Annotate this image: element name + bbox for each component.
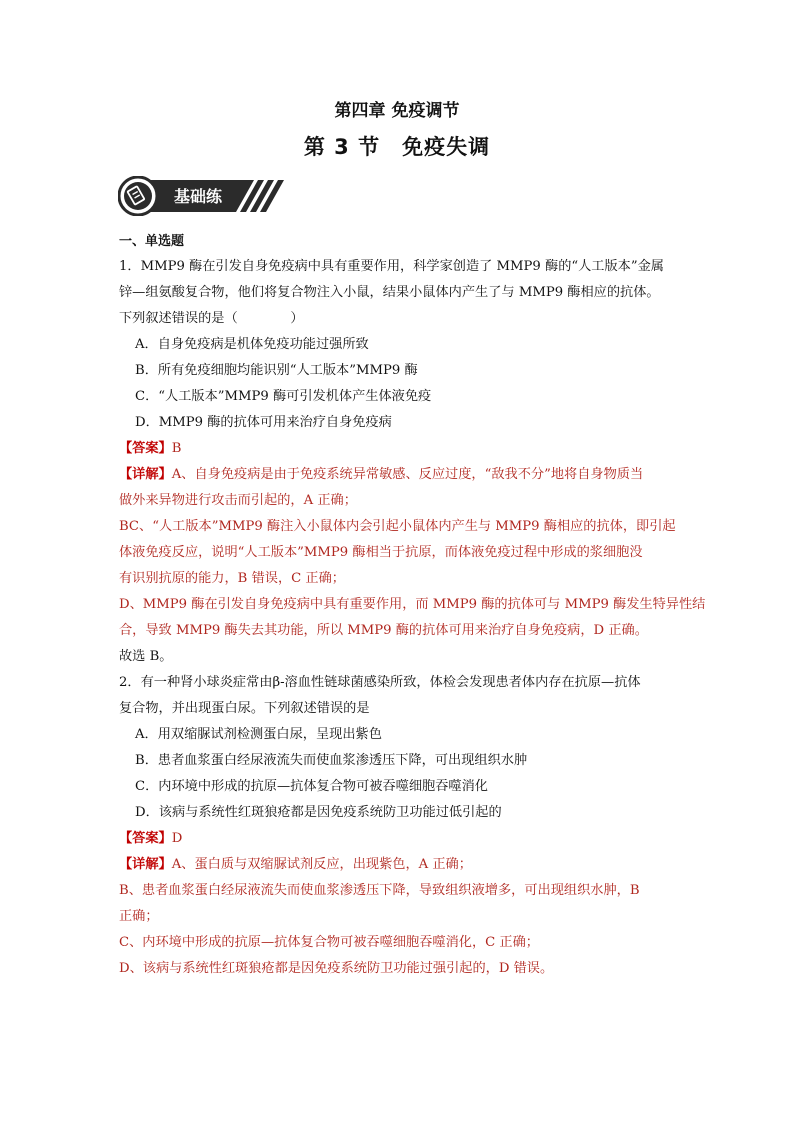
- answer-value: D: [171, 831, 183, 846]
- explanation-line: B、患者血浆蛋白经尿液流失而使血浆渗透压下降，导致组织液增多，可出现组织水肿，B: [119, 883, 640, 898]
- practice-banner: [118, 176, 288, 216]
- answer-line: [119, 436, 679, 462]
- section-title: [0, 131, 794, 161]
- answer-line: [119, 826, 679, 852]
- section-name: 免疫失调: [402, 135, 491, 159]
- explanation-text: A、蛋白质与双缩脲试剂反应，出现紫色，A 正确；: [171, 857, 472, 872]
- explanation-line: BC、“人工版本”MMP9 酶注入小鼠体内会引起小鼠体内产生与 MMP9 酶相应的抗体，即引起: [119, 519, 676, 534]
- question-2: [119, 670, 679, 982]
- answer-tag: 【答案】: [119, 441, 172, 456]
- option-b: B．所有免疫细胞均能识别“人工版本”MMP9 酶: [135, 363, 418, 378]
- explanation-line: 有识别抗原的能力，B 错误，C 正确；: [119, 571, 345, 586]
- explanation-line: [119, 462, 679, 488]
- explanation-line: 做外来异物进行攻击而引起的，A 正确；: [119, 493, 357, 508]
- option-a: A．自身免疫病是机体免疫功能过强所致: [135, 337, 369, 352]
- answer-value: B: [171, 441, 182, 456]
- explanation-line: [119, 852, 679, 878]
- question-stem-line: 下列叙述错误的是（ ）: [119, 311, 304, 326]
- question-1: [119, 254, 706, 670]
- explanation-tag: 【详解】: [119, 857, 172, 872]
- option-d: D．MMP9 酶的抗体可用来治疗自身免疫病: [135, 415, 392, 430]
- question-stem-line: 1．MMP9 酶在引发自身免疫病中具有重要作用，科学家创造了 MMP9 酶的“人工版本”金属: [119, 259, 664, 274]
- explanation-tag: 【详解】: [119, 467, 172, 482]
- option-a: A．用双缩脲试剂检测蛋白尿，呈现出紫色: [135, 727, 382, 742]
- explanation-line: D、MMP9 酶在引发自身免疫病中具有重要作用，而 MMP9 酶的抗体可与 MMP9 酶发生特异性结: [119, 597, 706, 612]
- section-number: 第 3 节: [303, 135, 381, 159]
- content-body: [119, 230, 706, 982]
- explanation-line: C、内环境中形成的抗原—抗体复合物可被吞噬细胞吞噬消化，C 正确；: [119, 935, 539, 950]
- question-stem-line: 2．有一种肾小球炎症常由β-溶血性链球菌感染所致，体检会发现患者体内存在抗原—抗体: [119, 675, 641, 690]
- option-c: C．内环境中形成的抗原—抗体复合物可被吞噬细胞吞噬消化: [135, 779, 488, 794]
- banner-label: 基础练: [173, 187, 223, 206]
- explanation-line: 体液免疫反应，说明“人工版本”MMP9 酶相当于抗原，而体液免疫过程中形成的浆细胞没: [119, 545, 643, 560]
- section-heading: 一、单选题: [119, 234, 185, 249]
- option-b: B．患者血浆蛋白经尿液流失而使血浆渗透压下降，可出现组织水肿: [135, 753, 528, 768]
- explanation-line: 合，导致 MMP9 酶失去其功能，所以 MMP9 酶的抗体可用来治疗自身免疫病，D 正确。: [119, 623, 648, 638]
- question-stem-line: 复合物，并出现蛋白尿。下列叙述错误的是: [119, 701, 370, 716]
- option-d: D．该病与系统性红斑狼疮都是因免疫系统防卫功能过低引起的: [135, 805, 502, 820]
- question-stem-line: 锌—组氨酸复合物，他们将复合物注入小鼠，结果小鼠体内产生了与 MMP9 酶相应的抗体。: [119, 285, 660, 300]
- explanation-line: D、该病与系统性红斑狼疮都是因免疫系统防卫功能过强引起的，D 错误。: [119, 961, 554, 976]
- chapter-title: 第四章 免疫调节: [334, 101, 460, 121]
- conclusion-line: 故选 B。: [119, 649, 173, 664]
- answer-tag: 【答案】: [119, 831, 172, 846]
- explanation-text: A、自身免疫病是由于免疫系统异常敏感、反应过度，“敌我不分”地将自身物质当: [171, 467, 644, 482]
- option-c: C．“人工版本”MMP9 酶可引发机体产生体液免疫: [135, 389, 432, 404]
- explanation-line: 正确；: [119, 909, 159, 924]
